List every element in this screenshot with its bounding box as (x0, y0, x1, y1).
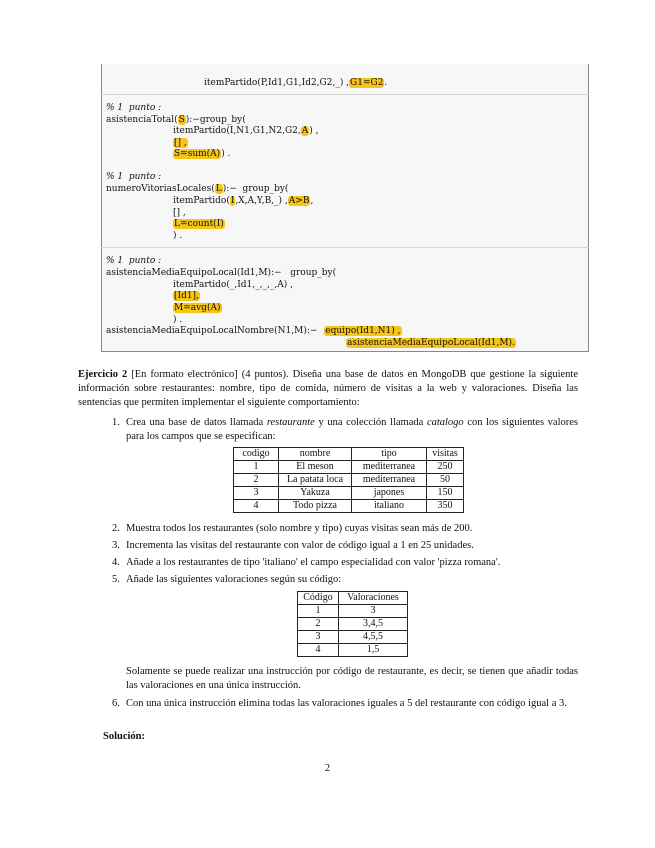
table-cell: Yakuza (279, 487, 352, 500)
table-header: visitas (427, 448, 464, 461)
code-rule-line: itemPartido(I,N1,G1,N2,G2,A) , (173, 126, 319, 136)
code-rule-line: [Id1], (174, 291, 199, 301)
table-cell: 3 (339, 605, 408, 618)
list-item: 1. Crea una base de datos llamada restaurante y una colección llamada catalogo con los siguientes valores para los campos que se especifican: (112, 417, 578, 442)
table-header: Valoraciones (339, 592, 408, 605)
table-cell: El meson (279, 461, 352, 474)
table-row (234, 500, 464, 513)
table-header: codigo (234, 448, 279, 461)
restaurants-table (233, 447, 464, 513)
table-row (234, 474, 464, 487)
code-comment: % 1 punto : (106, 172, 162, 182)
table-header-row (298, 592, 408, 605)
solution-label: Solución: (103, 731, 146, 742)
table-cell: 2 (298, 618, 339, 631)
table-cell: 4 (298, 644, 339, 657)
code-comment: % 1 punto : (106, 103, 162, 113)
ratings-table (297, 591, 408, 657)
table-cell: Todo pizza (279, 500, 352, 513)
table-header: nombre (279, 448, 352, 461)
list-item: 5. Añade las siguientes valoraciones según su código: (112, 574, 342, 585)
table-header: Código (298, 592, 339, 605)
list-item: 6. Con una única instrucción elimina todas las valoraciones iguales a 5 del restaurante con código igual a 3. (112, 698, 567, 709)
table-cell: mediterranea (352, 474, 427, 487)
table-cell: 3 (298, 631, 339, 644)
code-rule-head: asistenciaTotal(S):−group_by( (106, 115, 246, 125)
table-row (234, 487, 464, 500)
code-rule-line: asistenciaMediaEquipoLocal(Id1,M). (347, 338, 515, 348)
code-line-itempartido: itemPartido(P,Id1,G1,Id2,G2,_) ,G1=G2. (204, 78, 388, 88)
code-separator (101, 94, 589, 95)
code-comment: % 1 punto : (106, 256, 162, 266)
table-cell: 1 (298, 605, 339, 618)
table-cell: mediterranea (352, 461, 427, 474)
table-cell: japones (352, 487, 427, 500)
list-item: 3. Incrementa las visitas del restaurante con valor de código igual a 1 en 25 unidades. (112, 540, 474, 551)
table-row (234, 461, 464, 474)
code-rule-line: ) . (173, 315, 183, 325)
code-rule-head: numeroVitoriasLocales(L):− group_by( (106, 184, 289, 194)
code-rule-head: asistenciaMediaEquipoLocalNombre(N1,M):− equipo(Id1,N1) , (106, 326, 401, 336)
table-cell: La patata loca (279, 474, 352, 487)
exercise-intro: Ejercicio 2 [En formato electrónico] (4 puntos). Diseña una base de datos en MongoDB que gestione la siguiente información sobre restaurantes: nombre, tipo de comida, número de visitas a la web y valoraciones. Diseña las sentencias que permiten implementar el siguiente comportamiento: (78, 369, 578, 408)
list-item: 2. Muestra todos los restaurantes (solo nombre y tipo) cuyas visitas sean más de 200. (112, 523, 473, 534)
table-cell: 250 (427, 461, 464, 474)
list-item: 4. Añade a los restaurantes de tipo 'italiano' el campo especialidad con valor 'pizza romana'. (112, 557, 501, 568)
table-cell: 4 (234, 500, 279, 513)
code-separator (101, 247, 589, 248)
table-cell: 350 (427, 500, 464, 513)
page-number: 2 (324, 763, 331, 774)
code-rule-line: [] , (174, 138, 187, 148)
code-rule-line: M=avg(A) (174, 303, 221, 313)
table-header-row (234, 448, 464, 461)
code-rule-line: itemPartido(I,X,A,Y,B,_) ,A>B, (173, 196, 314, 206)
table-row (298, 631, 408, 644)
table-cell: 3 (234, 487, 279, 500)
code-rule-line: S=sum(A)) . (174, 149, 231, 159)
table-cell: 50 (427, 474, 464, 487)
table-row (298, 644, 408, 657)
code-rule-line: ) . (173, 231, 183, 241)
table-header: tipo (352, 448, 427, 461)
code-rule-line: L=count(I) (174, 219, 224, 229)
table-cell: 2 (234, 474, 279, 487)
instruction-note: Solamente se puede realizar una instrucción por código de restaurante, es decir, se tienen que añadir todas las valoraciones en una única instrucción. (126, 666, 578, 691)
table-cell: 1,5 (339, 644, 408, 657)
table-cell: 150 (427, 487, 464, 500)
code-rule-head: asistenciaMediaEquipoLocal(Id1,M):− group_by( (106, 268, 337, 278)
table-cell: italiano (352, 500, 427, 513)
code-rule-line: itemPartido(_,Id1,_,_,_,A) , (173, 280, 293, 290)
table-cell: 4,5,5 (339, 631, 408, 644)
table-row (298, 618, 408, 631)
exercise-label: Ejercicio 2 (78, 369, 128, 380)
table-row (298, 605, 408, 618)
table-cell: 1 (234, 461, 279, 474)
table-cell: 3,4,5 (339, 618, 408, 631)
code-rule-line: [] , (173, 208, 186, 218)
